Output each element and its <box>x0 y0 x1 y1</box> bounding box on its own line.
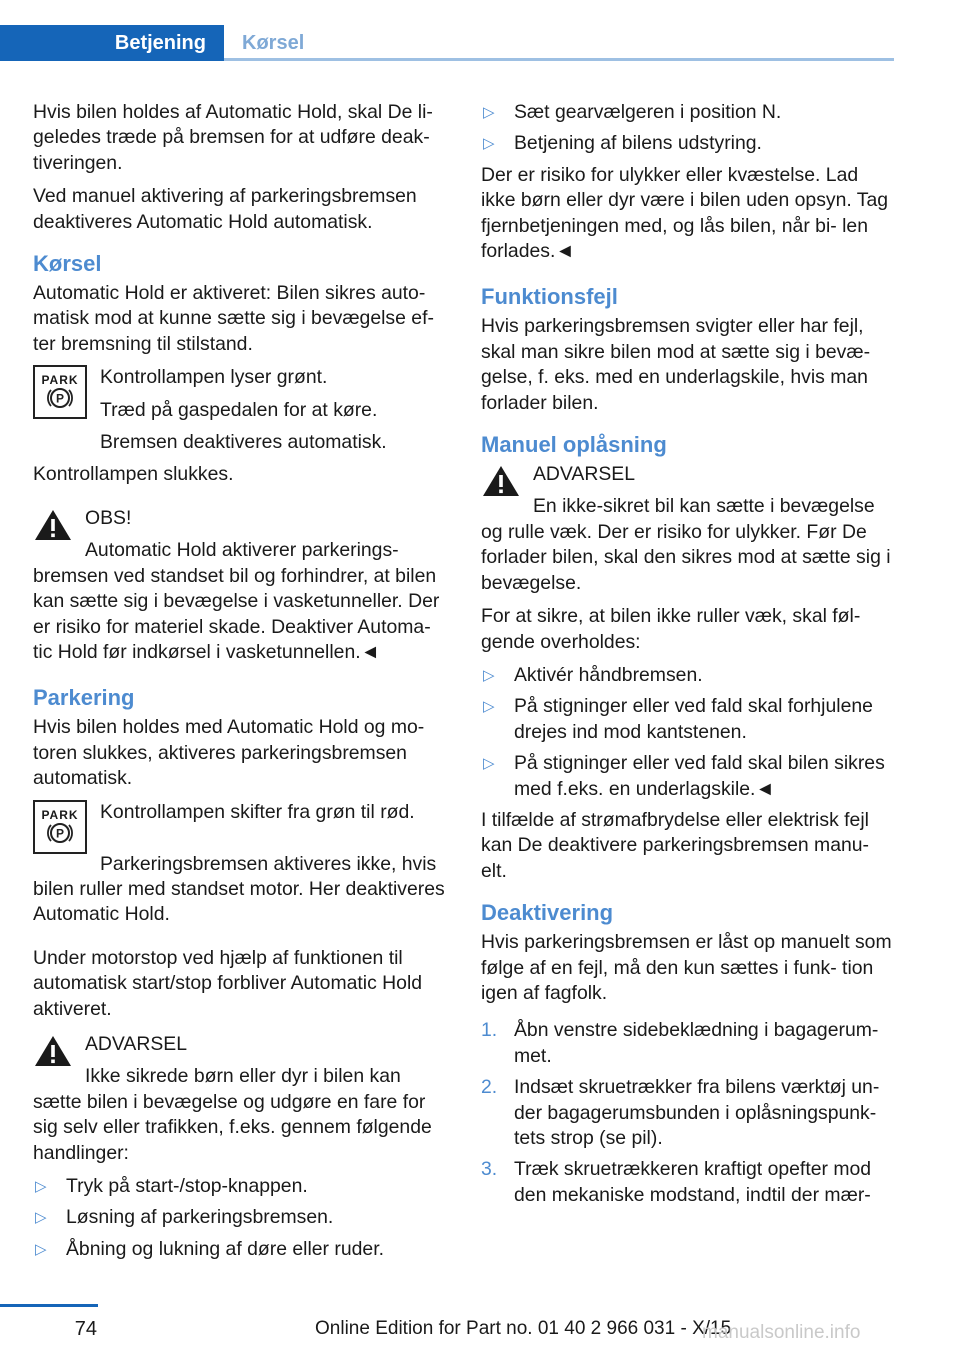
park-indicator-block <box>33 365 447 455</box>
warning-text: Ikke sikrede børn eller dyr i bilen kan sætte bilen i bevægelse og udgøre en fare for sig selv eller trafikken, f.eks. gennem følgende handlinger: <box>33 1065 432 1164</box>
triangle-bullet-icon: ▷ <box>35 1240 47 1258</box>
list-item <box>481 751 893 802</box>
warning-block <box>33 506 447 665</box>
list-item-text: På stigninger eller ved fald skal forhjulene drejes ind mod kantstenen. <box>514 695 873 743</box>
paragraph: Ved manuel aktivering af parkeringsbremsen deaktiveres Automatic Hold automatisk. <box>33 185 417 233</box>
bullet-list <box>481 663 893 802</box>
list-item-text: Sæt gearvælgeren i position N. <box>514 101 782 123</box>
warning-lead <box>33 538 447 665</box>
heading-manuel-oplaasning: Manuel oplåsning <box>481 432 667 458</box>
heading-funktionsfejl: Funktionsfejl <box>481 284 618 310</box>
heading-parkering: Parkering <box>33 685 135 711</box>
warning-triangle-icon <box>481 464 521 505</box>
list-item <box>481 131 893 156</box>
bullet-list <box>33 1174 447 1262</box>
paragraph: I tilfælde af strømafbrydelse eller elektrisk fejl kan De deaktivere parkeringsbremsen manu‐ elt. <box>481 808 870 882</box>
step-number: 1. <box>481 1019 498 1042</box>
svg-text:P: P <box>55 826 65 841</box>
tab-betjening[interactable]: Betjening <box>0 25 224 61</box>
park-brake-icon <box>33 800 87 854</box>
indicator-text: Kontrollampen skifter fra grøn til rød. <box>100 800 415 823</box>
warning-title: ADVARSEL <box>85 1032 188 1055</box>
warning-title: ADVARSEL <box>533 463 636 486</box>
header-rule <box>224 58 894 61</box>
numbered-list <box>481 1018 893 1208</box>
watermark: manualsonline.info <box>702 1322 861 1343</box>
list-item <box>481 663 893 688</box>
parking-circle-icon <box>46 821 74 845</box>
indicator-text: Kontrollampen lyser grønt. <box>100 366 328 389</box>
paragraph: Kontrollampen slukkes. <box>33 463 234 486</box>
warning-text: En ikke-sikret bil kan sætte i bevægelse og rulle væk. Der er risiko for ulykker. Før De forlader bilen, skal den sikres mod at sætte sig i bevægelse. <box>481 495 891 594</box>
triangle-bullet-icon: ▷ <box>483 698 495 716</box>
paragraph: For at sikre, at bilen ikke ruller væk, skal føl‐ gende overholdes: <box>481 605 861 653</box>
warning-text: Automatic Hold aktiverer parkerings‐ bremsen ved standset bil og forhindrer, at bilen kan sætte sig i bevægelse i vasketunneller. Der er risiko for materiel skade. Deaktiver Automa‐ tic Hold før indkørsel i vasketunnellen.◄ <box>33 539 440 663</box>
list-item-text: Løsning af parkeringsbremsen. <box>66 1206 334 1229</box>
warning-lead <box>481 494 893 596</box>
triangle-bullet-icon: ▷ <box>35 1209 47 1227</box>
page-header <box>0 0 960 62</box>
triangle-bullet-icon: ▷ <box>483 135 495 153</box>
triangle-bullet-icon: ▷ <box>483 755 495 773</box>
indicator-text: Træd på gaspedalen for at køre. <box>100 398 378 421</box>
footer-rule <box>0 1304 98 1307</box>
list-item <box>33 1174 447 1199</box>
indicator-text <box>33 852 447 928</box>
park-icon-label: PARK <box>41 373 79 388</box>
park-brake-icon <box>33 365 87 419</box>
paragraph: Hvis parkeringsbremsen er låst op manuelt som følge af en fejl, må den kun sættes i funk‐ tion igen af fagfolk. <box>481 931 892 1004</box>
paragraph: Under motorstop ved hjælp af funktionen til automatisk start/stop forbliver Automatic Hold aktiveret. <box>33 946 423 1020</box>
left-column <box>33 100 447 1268</box>
footer-edition-text: Online Edition for Part no. 01 40 2 966 031 - X/15 <box>315 1318 732 1339</box>
list-item <box>481 694 893 745</box>
list-item <box>481 1018 893 1069</box>
warning-triangle-icon <box>33 508 73 549</box>
list-item-text: På stigninger eller ved fald skal bilen sikres med f.eks. en underlagskile.◄ <box>514 752 885 800</box>
bullet-list <box>481 100 893 157</box>
parking-circle-icon <box>46 386 74 410</box>
warning-block <box>33 1032 447 1166</box>
list-item-text: Træk skruetrækkeren kraftigt opefter mod den mekaniske modstand, indtil der mær‐ <box>514 1158 872 1206</box>
triangle-bullet-icon: ▷ <box>483 666 495 684</box>
paragraph: Hvis bilen holdes med Automatic Hold og mo‐ toren slukkes, aktiveres parkeringsbremsen automatisk. <box>33 716 425 790</box>
indicator-text-wrap: Parkeringsbremsen aktiveres ikke, hvis bilen ruller med standset motor. Her deaktiveres Automatic Hold. <box>33 852 445 926</box>
list-item <box>481 1075 893 1151</box>
triangle-bullet-icon: ▷ <box>35 1178 47 1195</box>
park-icon-label: PARK <box>41 807 79 822</box>
right-column <box>481 100 893 1214</box>
list-item-text: Åbn venstre sidebeklædning i bagagerum‐ met. <box>514 1019 879 1067</box>
list-item-text: Tryk på start-/stop-knappen. <box>66 1175 308 1197</box>
svg-text:P: P <box>55 391 65 406</box>
heading-korsel: Kørsel <box>33 251 102 277</box>
list-item-text: Åbning og lukning af døre eller ruder. <box>66 1237 384 1260</box>
list-item <box>481 100 893 125</box>
warning-block <box>481 462 893 596</box>
list-item-text: Betjening af bilens udstyring. <box>514 132 762 155</box>
page-number: 74 <box>74 1318 97 1340</box>
paragraph: Der er risiko for ulykker eller kvæstelse. Lad ikke børn eller dyr være i bilen uden opsyn. Tag fjernbetjeningen med, og lås bilen, når bi‐ len forlades.◄ <box>481 163 889 263</box>
paragraph: Automatic Hold er aktiveret: Bilen sikres auto‐ matisk mod at kunne sætte sig i bevægelse ef‐ ter bremsning til stilstand. <box>33 282 434 355</box>
warning-triangle-icon <box>33 1034 73 1075</box>
warning-title: OBS! <box>85 506 132 529</box>
step-number: 3. <box>481 1158 498 1181</box>
park-indicator-block <box>33 800 447 852</box>
warning-lead <box>33 1064 447 1166</box>
list-item <box>33 1205 447 1230</box>
list-item-text: Aktivér håndbremsen. <box>514 663 703 686</box>
list-item <box>33 1237 447 1262</box>
paragraph: Hvis parkeringsbremsen svigter eller har fejl, skal man sikre bilen mod at sætte sig i bevæ‐ gelse, f. eks. med en underlagskile, hvis man forlader bilen. <box>481 315 871 414</box>
list-item <box>481 1157 893 1208</box>
step-number: 2. <box>481 1076 498 1099</box>
list-item-text: Indsæt skruetrækker fra bilens værktøj un‐ der bagagerumsbunden i oplåsningspunk‐ tets strop (se pil). <box>514 1076 880 1149</box>
paragraph: Hvis bilen holdes af Automatic Hold, skal De li‐ geledes træde på bremsen for at udføre deak‐ tiveringen. <box>33 101 433 174</box>
indicator-text: Bremsen deaktiveres automatisk. <box>100 431 387 454</box>
triangle-bullet-icon: ▷ <box>483 104 495 121</box>
tab-korsel[interactable]: Kørsel <box>242 31 305 54</box>
heading-deaktivering: Deaktivering <box>481 900 614 926</box>
